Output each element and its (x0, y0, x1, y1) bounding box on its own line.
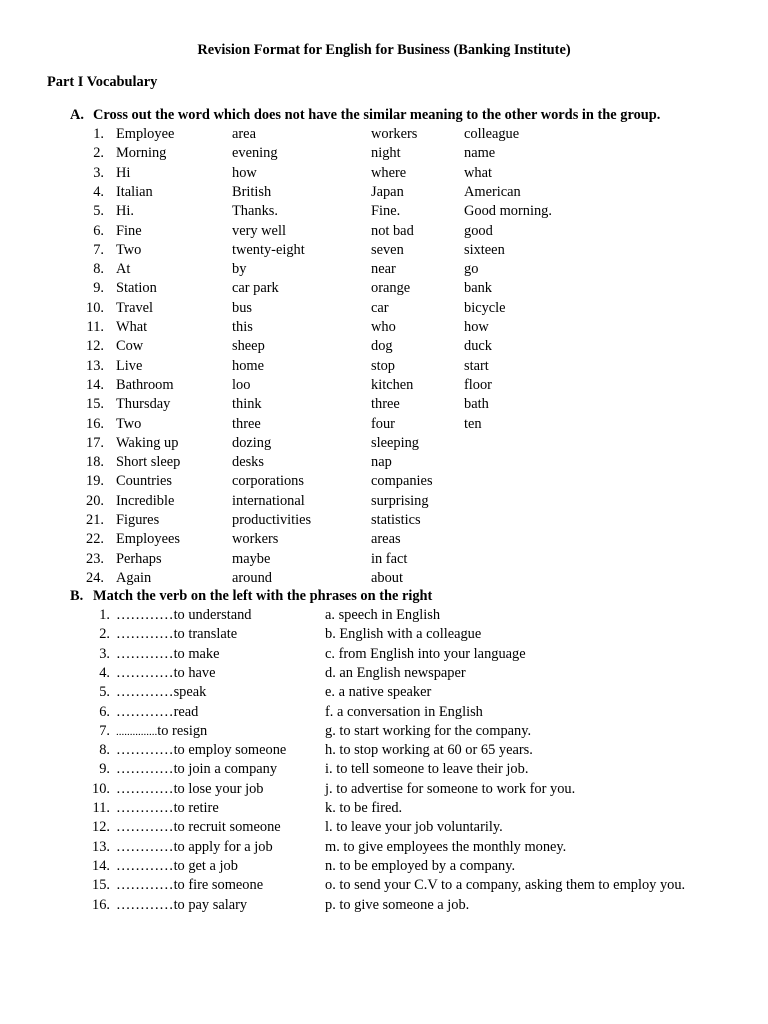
answer-blank: ………… (116, 742, 174, 759)
word-option: workers (232, 531, 279, 548)
item-number: 2. (99, 626, 110, 643)
word-option: four (371, 415, 395, 432)
word-option: good (464, 222, 493, 239)
section-a-instruction: Cross out the word which does not have the similar meaning to the other words in the group. (93, 107, 661, 123)
item-number: 15. (86, 396, 104, 413)
phrase-option: j. to advertise for someone to work for you. (325, 780, 576, 797)
word-option: areas (371, 531, 401, 548)
word-option: Hi. (116, 203, 134, 220)
word-option: maybe (232, 550, 271, 567)
list-item (0, 511, 768, 530)
item-number: 17. (86, 434, 104, 451)
item-number: 2. (93, 145, 104, 162)
word-option: very well (232, 222, 286, 239)
word-option: Morning (116, 145, 167, 162)
word-option: orange (371, 280, 411, 297)
list-item (0, 896, 768, 915)
word-option: Employee (116, 126, 175, 142)
list-item (0, 395, 768, 414)
word-option: Thanks. (232, 203, 278, 220)
word-option: statistics (371, 512, 421, 528)
item-number: 13. (92, 838, 110, 855)
word-option: Employees (116, 531, 180, 548)
word-option: near (371, 261, 396, 278)
verb-text: to recruit someone (173, 819, 281, 836)
item-number: 19. (86, 473, 104, 490)
answer-blank: ………… (116, 819, 174, 836)
phrase-option: m. to give employees the monthly money. (325, 838, 567, 855)
list-item (0, 222, 768, 241)
item-number: 13. (86, 357, 104, 374)
word-option: Italian (116, 183, 153, 200)
word-option: three (232, 415, 261, 432)
list-item (0, 164, 768, 183)
word-option: night (371, 145, 401, 162)
list-item (0, 606, 768, 625)
item-number: 12. (92, 819, 110, 836)
word-option: about (371, 569, 403, 586)
phrase-option: f. a conversation in English (325, 703, 483, 720)
item-number: 7. (93, 241, 104, 258)
phrase-option: p. to give someone a job. (325, 896, 470, 913)
verb-entry (116, 741, 286, 760)
word-option: sheep (232, 338, 265, 355)
item-number: 5. (93, 203, 104, 220)
item-number: 11. (86, 319, 104, 335)
verb-entry (116, 838, 273, 857)
item-number: 16. (92, 896, 110, 913)
list-item (0, 376, 768, 395)
answer-blank: ............... (116, 725, 158, 738)
verb-entry (116, 896, 247, 915)
section-a-letter: A. (70, 107, 84, 123)
item-number: 21. (86, 512, 104, 528)
item-number: 3. (93, 164, 104, 181)
word-option: bicycle (464, 299, 506, 316)
verb-text: speak (173, 684, 207, 701)
item-number: 3. (99, 645, 110, 662)
list-item (0, 318, 768, 337)
answer-blank: ………… (116, 896, 174, 913)
word-option: American (464, 183, 521, 200)
word-option: Travel (116, 299, 154, 316)
word-option: floor (464, 376, 492, 393)
item-number: 5. (99, 684, 110, 701)
verb-text: to resign (157, 722, 208, 739)
list-item (0, 434, 768, 453)
verb-text: to join a company (173, 761, 278, 778)
item-number: 12. (86, 338, 104, 355)
phrase-option: l. to leave your job voluntarily. (325, 819, 503, 836)
list-item (0, 337, 768, 356)
word-option: international (232, 492, 305, 509)
word-option: loo (232, 376, 251, 393)
list-item (0, 415, 768, 434)
answer-blank: ………… (116, 857, 174, 874)
word-option: Good morning. (464, 203, 552, 220)
item-number: 11. (92, 800, 110, 816)
word-option: Figures (116, 512, 160, 528)
word-option: how (464, 319, 489, 335)
word-option: this (232, 319, 253, 335)
list-item (0, 279, 768, 298)
phrase-option: o. to send your C.V to a company, asking them to employ you. (325, 877, 686, 894)
word-option: how (232, 164, 257, 181)
word-option: workers (371, 126, 418, 142)
word-option: start (464, 357, 489, 374)
word-option: companies (371, 473, 433, 490)
list-item (0, 703, 768, 722)
word-option: stop (371, 357, 395, 374)
verb-entry (116, 703, 198, 722)
list-item (0, 838, 768, 857)
verb-text: to pay salary (173, 896, 248, 913)
word-option: think (232, 396, 262, 413)
word-option: Bathroom (116, 376, 174, 393)
verb-text: to fire someone (173, 877, 264, 894)
verb-entry (116, 722, 207, 742)
phrase-option: c. from English into your language (325, 645, 526, 662)
answer-blank: ………… (116, 877, 174, 894)
answer-blank: ………… (116, 645, 174, 662)
word-option: kitchen (371, 376, 414, 393)
list-item (0, 241, 768, 260)
section-b-heading (70, 588, 432, 605)
word-option: go (464, 261, 479, 278)
item-number: 14. (92, 857, 110, 874)
word-option: name (464, 145, 496, 162)
word-option: Thursday (116, 396, 171, 413)
word-option: area (232, 126, 256, 142)
word-option: Two (116, 241, 142, 258)
verb-entry (116, 664, 216, 683)
word-option: Perhaps (116, 550, 162, 567)
list-item (0, 857, 768, 876)
verb-entry (116, 645, 220, 664)
list-item (0, 144, 768, 163)
item-number: 14. (86, 376, 104, 393)
list-item (0, 741, 768, 760)
word-option: by (232, 261, 247, 278)
word-option: around (232, 569, 272, 586)
verb-text: to apply for a job (173, 838, 273, 855)
verb-text: to understand (173, 607, 252, 623)
word-option: colleague (464, 126, 520, 142)
word-option: dozing (232, 434, 272, 451)
word-option: what (464, 164, 492, 181)
word-option: surprising (371, 492, 429, 509)
phrase-option: d. an English newspaper (325, 664, 466, 681)
word-option: nap (371, 454, 392, 471)
verb-entry (116, 876, 263, 895)
list-item (0, 550, 768, 569)
item-number: 24. (86, 569, 104, 586)
phrase-option: a. speech in English (325, 607, 441, 623)
answer-blank: ………… (116, 703, 174, 720)
item-number: 16. (86, 415, 104, 432)
list-item (0, 569, 768, 588)
item-number: 7. (99, 722, 110, 739)
word-option: corporations (232, 473, 304, 490)
item-number: 23. (86, 550, 104, 567)
word-option: Again (116, 569, 152, 586)
item-number: 6. (99, 703, 110, 720)
phrase-option: b. English with a colleague (325, 626, 482, 643)
list-item (0, 818, 768, 837)
answer-blank: ………… (116, 684, 174, 701)
item-number: 10. (86, 299, 104, 316)
word-option: British (232, 183, 272, 200)
word-option: Countries (116, 473, 172, 490)
list-item (0, 780, 768, 799)
verb-entry (116, 780, 264, 799)
word-option: desks (232, 454, 264, 471)
word-option: sixteen (464, 241, 505, 258)
verb-text: to lose your job (173, 780, 264, 797)
phrase-option: i. to tell someone to leave their job. (325, 761, 529, 778)
answer-blank: ………… (116, 780, 174, 797)
item-number: 15. (92, 877, 110, 894)
verb-entry (116, 625, 237, 644)
verb-text: to make (173, 645, 220, 662)
section-b-instruction: Match the verb on the left with the phrases on the right (93, 588, 433, 604)
item-number: 8. (99, 742, 110, 759)
item-number: 22. (86, 531, 104, 548)
verb-entry (116, 606, 252, 625)
item-number: 1. (99, 607, 110, 623)
answer-blank: ………… (116, 664, 174, 681)
list-item (0, 683, 768, 702)
list-item (0, 722, 768, 741)
verb-text: to translate (173, 626, 238, 643)
word-option: Hi (116, 164, 131, 181)
word-option: not bad (371, 222, 414, 239)
part-title: Part I Vocabulary (47, 74, 158, 90)
phrase-option: k. to be fired. (325, 800, 403, 816)
word-option: car park (232, 280, 279, 297)
item-number: 18. (86, 454, 104, 471)
item-number: 9. (93, 280, 104, 297)
word-option: bath (464, 396, 489, 413)
word-option: duck (464, 338, 492, 355)
verb-entry (116, 799, 219, 818)
word-option: twenty-eight (232, 241, 305, 258)
word-option: dog (371, 338, 393, 355)
answer-blank: ………… (116, 607, 174, 623)
list-item (0, 453, 768, 472)
word-option: Two (116, 415, 142, 432)
verb-entry (116, 683, 206, 702)
answer-blank: ………… (116, 626, 174, 643)
verb-text: to have (173, 664, 216, 681)
word-option: Incredible (116, 492, 175, 509)
list-item (0, 530, 768, 549)
verb-entry (116, 760, 277, 779)
word-option: Fine (116, 222, 142, 239)
answer-blank: ………… (116, 761, 174, 778)
answer-blank: ………… (116, 800, 174, 816)
word-option: Waking up (116, 434, 179, 451)
list-item (0, 799, 768, 818)
item-number: 8. (93, 261, 104, 278)
word-option: Fine. (371, 203, 401, 220)
phrase-option: n. to be employed by a company. (325, 857, 516, 874)
word-option: evening (232, 145, 278, 162)
verb-text: to retire (173, 800, 219, 816)
document-title: Revision Format for English for Business (Banking Institute) (197, 42, 571, 58)
word-option: productivities (232, 512, 312, 528)
list-item (0, 299, 768, 318)
section-a-heading (70, 107, 660, 124)
list-item (0, 625, 768, 644)
word-option: bus (232, 299, 252, 316)
item-number: 6. (93, 222, 104, 239)
word-option: car (371, 299, 389, 316)
list-item (0, 876, 768, 895)
word-option: Japan (371, 183, 404, 200)
word-option: At (116, 261, 131, 278)
word-option: in fact (371, 550, 408, 567)
word-option: where (371, 164, 407, 181)
verb-text: to employ someone (173, 742, 287, 759)
list-item (0, 472, 768, 491)
phrase-option: e. a native speaker (325, 684, 432, 701)
verb-text: read (173, 703, 199, 720)
list-item (0, 760, 768, 779)
verb-entry (116, 818, 281, 837)
verb-entry (116, 857, 238, 876)
verb-text: to get a job (173, 857, 238, 874)
item-number: 10. (92, 780, 110, 797)
item-number: 1. (93, 126, 104, 142)
list-item (0, 183, 768, 202)
list-item (0, 260, 768, 279)
item-number: 9. (99, 761, 110, 778)
list-item (0, 664, 768, 683)
item-number: 20. (86, 492, 104, 509)
word-option: seven (371, 241, 404, 258)
word-option: Station (116, 280, 157, 297)
word-option: Cow (116, 338, 144, 355)
word-option: three (371, 396, 400, 413)
word-option: bank (464, 280, 492, 297)
list-item (0, 357, 768, 376)
word-option: ten (464, 415, 482, 432)
list-item (0, 125, 768, 144)
word-option: What (116, 319, 148, 335)
item-number: 4. (93, 183, 104, 200)
phrase-option: g. to start working for the company. (325, 722, 532, 739)
word-option: sleeping (371, 434, 419, 451)
phrase-option: h. to stop working at 60 or 65 years. (325, 742, 533, 759)
answer-blank: ………… (116, 838, 174, 855)
list-item (0, 202, 768, 221)
item-number: 4. (99, 664, 110, 681)
list-item (0, 645, 768, 664)
word-option: who (371, 319, 396, 335)
list-item (0, 492, 768, 511)
word-option: Live (116, 357, 143, 374)
section-b-letter: B. (70, 588, 84, 604)
word-option: home (232, 357, 264, 374)
word-option: Short sleep (116, 454, 181, 471)
